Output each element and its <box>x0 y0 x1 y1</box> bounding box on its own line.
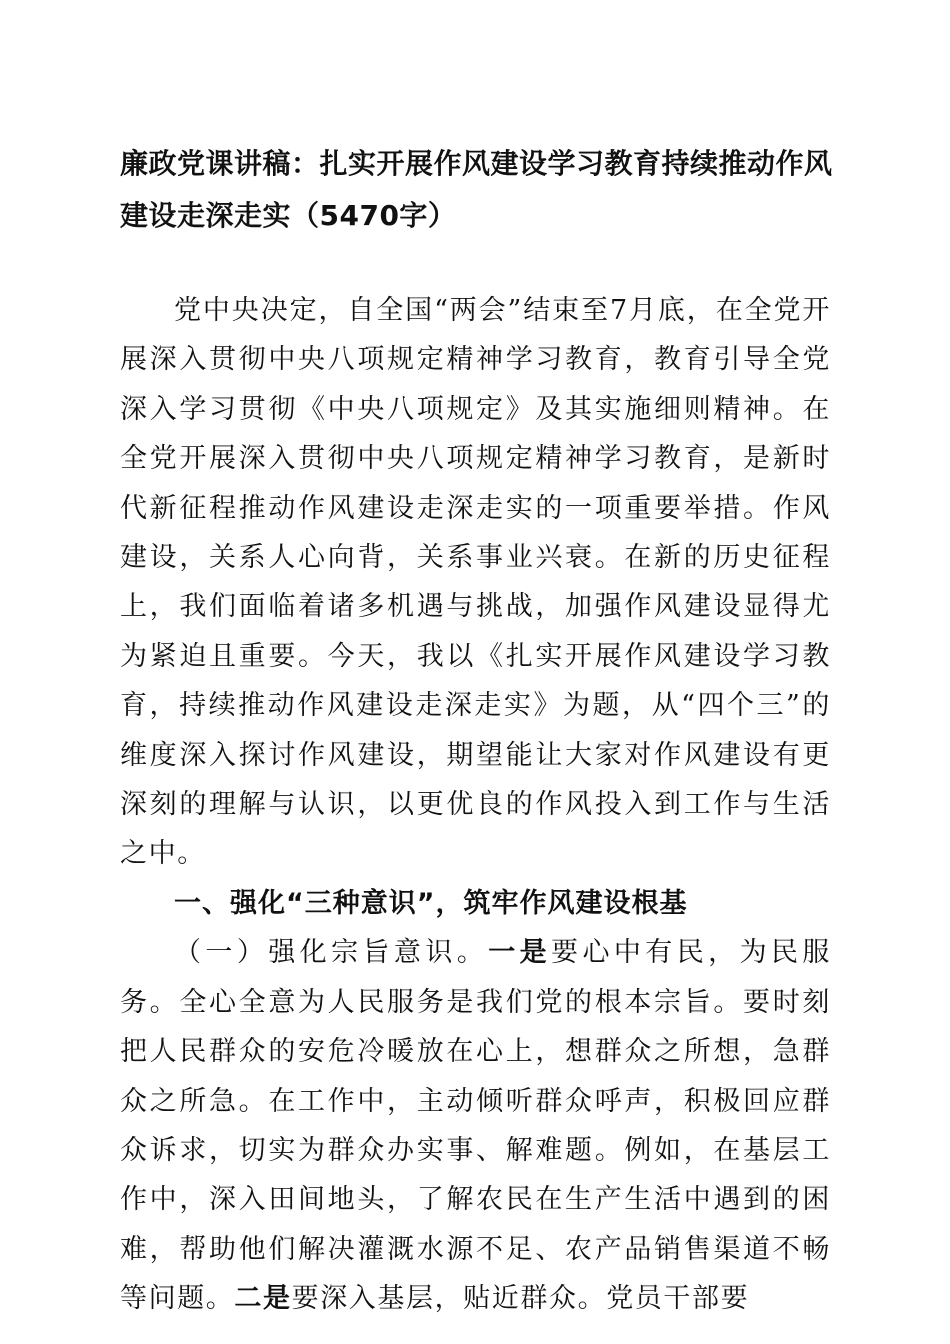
keyword-second: 二是 <box>234 1283 292 1315</box>
document-title: 廉政党课讲稿：扎实开展作风建设学习教育持续推动作风建设走深走实（5470字） <box>120 147 833 232</box>
subsection-paragraph-1 <box>120 928 831 1323</box>
subsection-text-1: 要心中有民，为民服务。全心全意为人民服务是我们党的根本宗旨。要时刻把人民群众的安危冷暖放在心上，想群众之所想，急群众之所急。在工作中，主动倾听群众呼声，积极回应群众诉求，切实为群众办实事、解难题。例如，在基层工作中，深入田间地头，了解农民在生产生活中遇到的困难，帮助他们解决灌溉水源不足、农产品销售渠道不畅等问题。 <box>120 937 832 1315</box>
section-heading-1: 一、强化“三种意识”，筑牢作风建设根基 <box>174 887 688 919</box>
intro-paragraph: 党中央决定，自全国“两会”结束至7月底，在全党开展深入贯彻中央八项规定精神学习教育，教育引导全党深入学习贯彻《中央八项规定》及其实施细则精神。在全党开展深入贯彻中央八项规定精神学习教育，是新时代新征程推动作风建设走深走实的一项重要举措。作风建设，关系人心向背，关系事业兴衰。在新的历史征程上，我们面临着诸多机遇与挑战，加强作风建设显得尤为紧迫且重要。今天，我以《扎实开展作风建设学习教育，持续推动作风建设走深走实》为题，从“四个三”的维度深入探讨作风建设，期望能让大家对作风建设有更深刻的理解与认识，以更优良的作风投入到工作与生活之中。 <box>120 295 831 870</box>
document-body <box>120 286 831 1324</box>
subsection-lead: （一）强化宗旨意识。 <box>174 937 489 969</box>
keyword-first: 一是 <box>488 937 552 969</box>
subsection-text-2: 要深入基层，贴近群众。党员干部要 <box>291 1283 750 1315</box>
